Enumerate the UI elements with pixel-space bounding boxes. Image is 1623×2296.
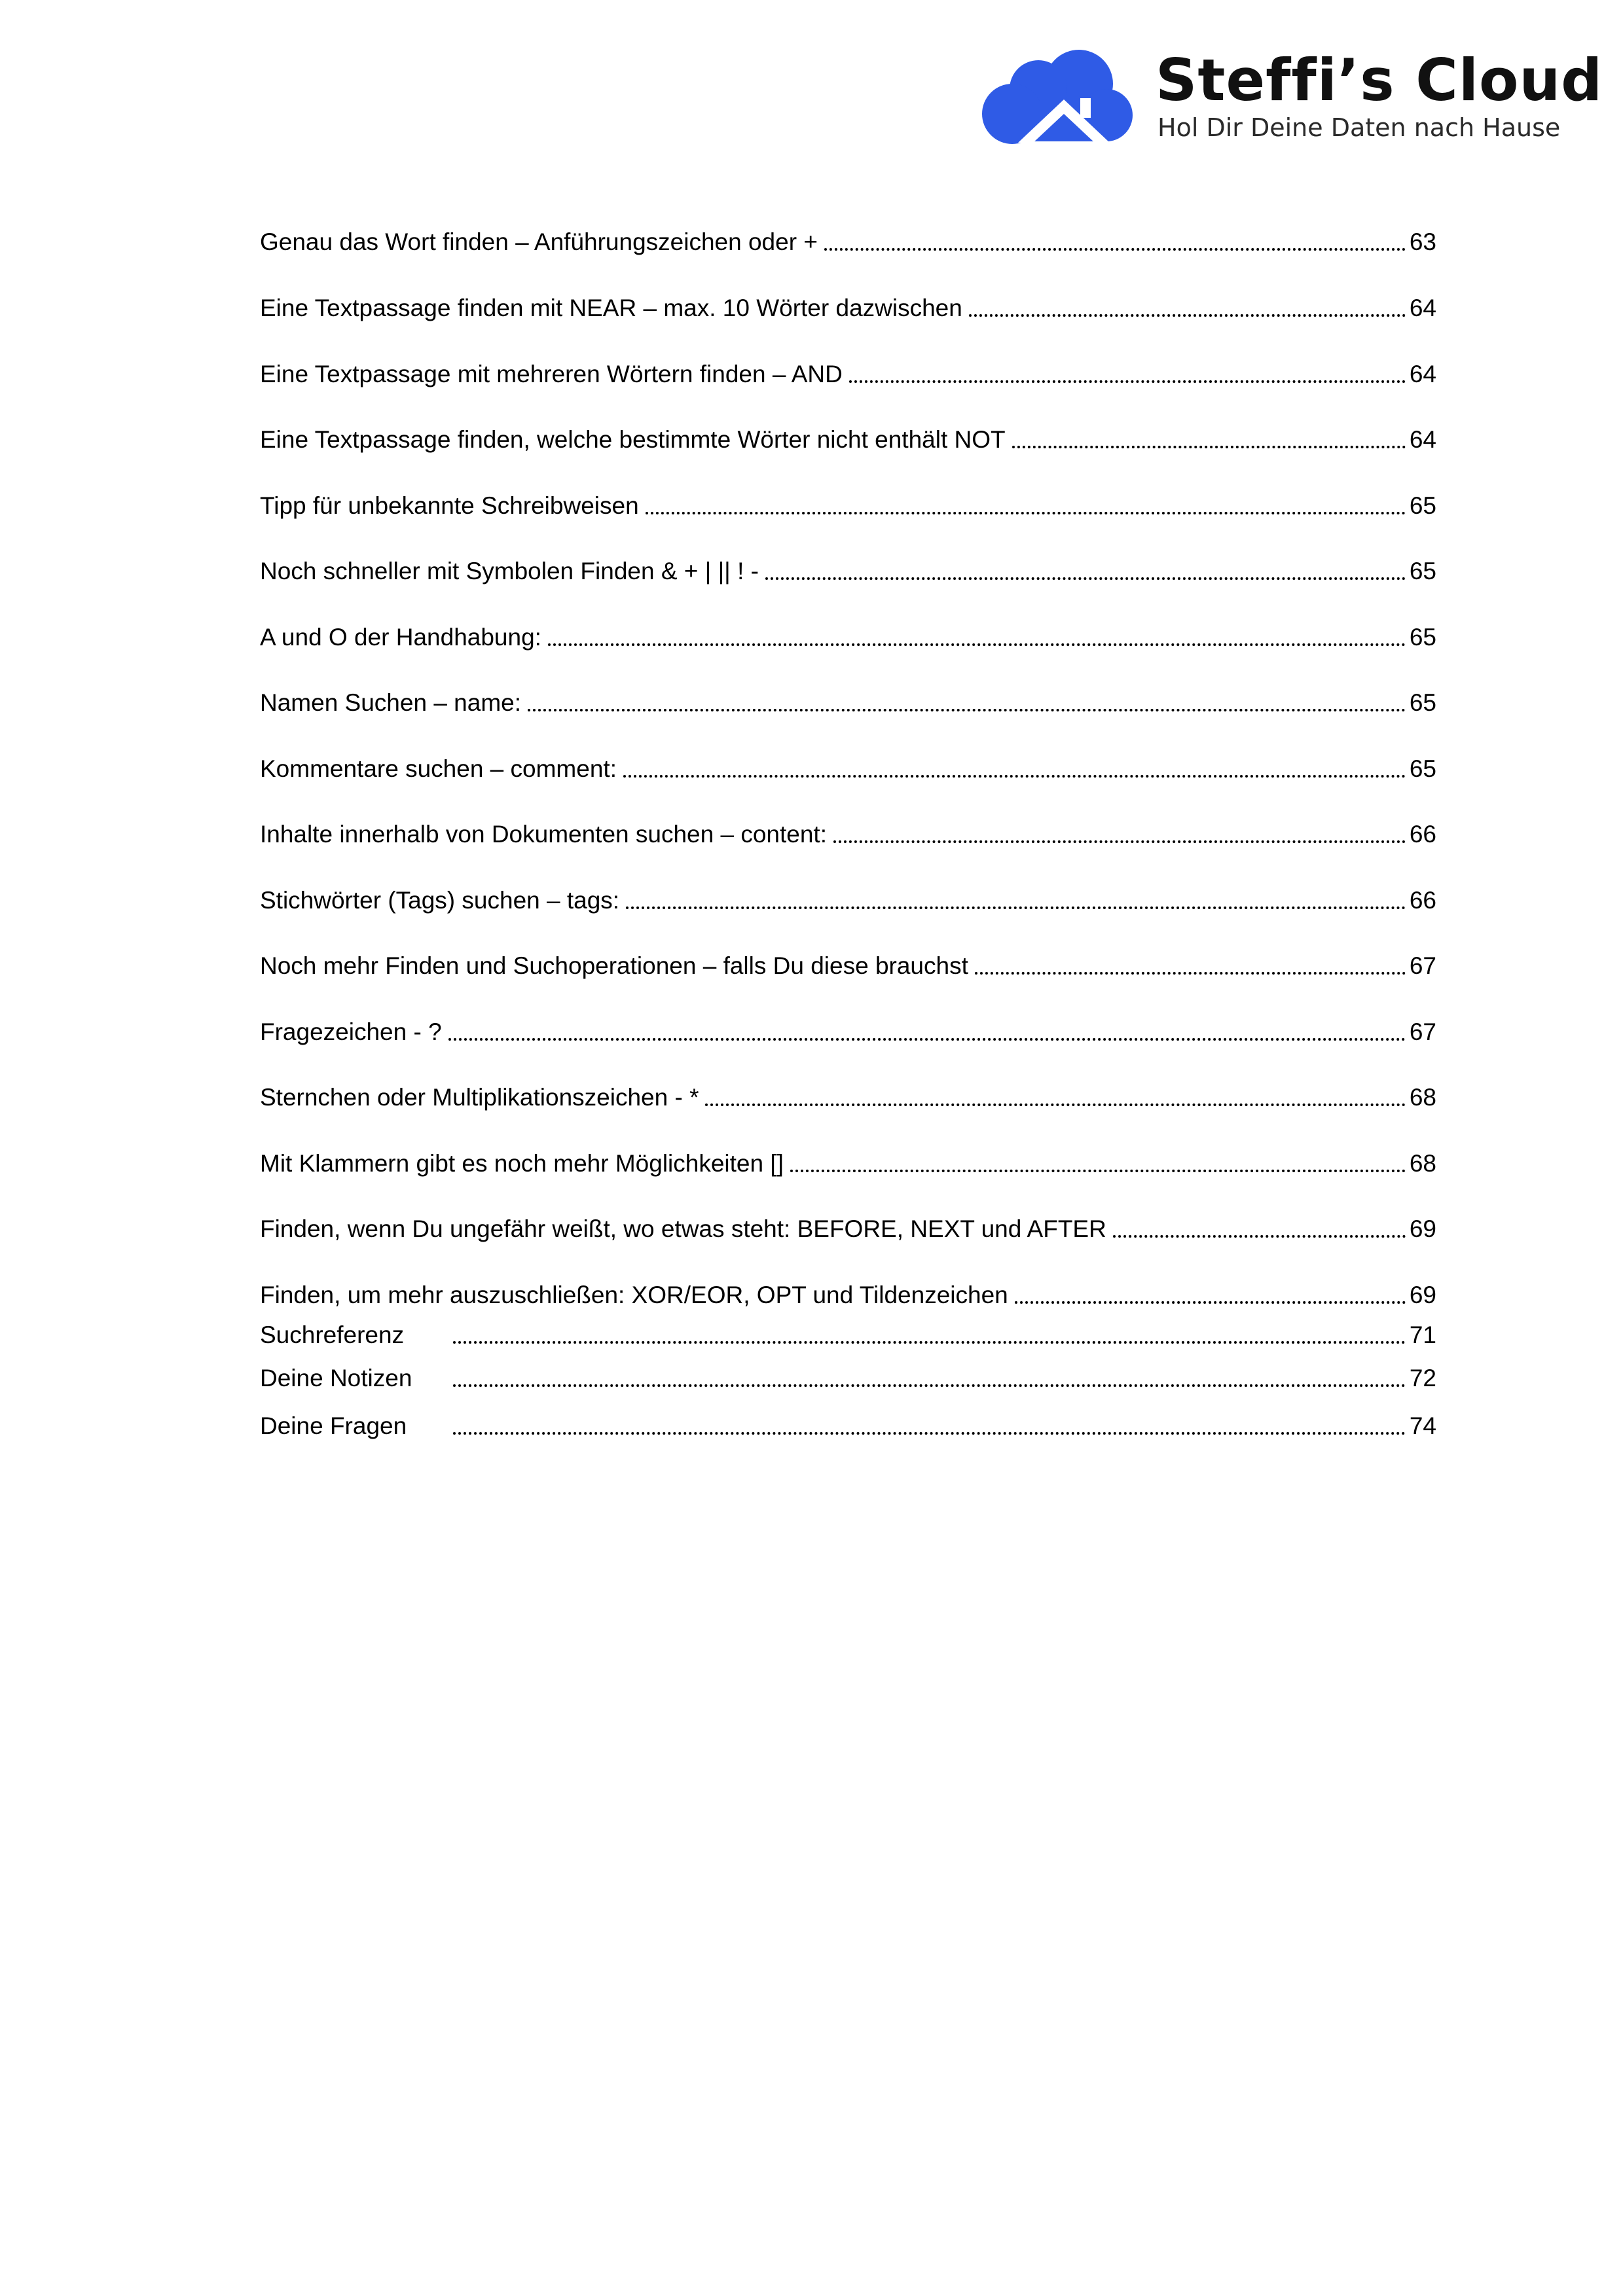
toc-entry-page: 66 xyxy=(1409,887,1436,914)
toc-entry-page: 69 xyxy=(1409,1215,1436,1242)
toc-entry[interactable] xyxy=(260,1410,1436,1443)
brand-name: Steffi’s Cloud xyxy=(1156,46,1603,114)
toc-entry-title: Eine Textpassage mit mehreren Wörtern finden – AND xyxy=(260,361,843,387)
toc-entry-page: 64 xyxy=(1409,426,1436,453)
toc-entry-page: 68 xyxy=(1409,1150,1436,1177)
toc-entry-title: Genau das Wort finden – Anführungszeichen oder + xyxy=(260,228,818,255)
toc-dot-leader xyxy=(453,1341,1406,1344)
toc-entry-title: Deine Notizen xyxy=(260,1365,412,1391)
toc-entry-page: 64 xyxy=(1409,361,1436,387)
toc-dot-leader xyxy=(849,380,1406,383)
toc-entry[interactable] xyxy=(260,1319,1436,1352)
brand-tagline: Hol Dir Deine Daten nach Hause xyxy=(1158,113,1561,142)
toc-entry-page: 65 xyxy=(1409,558,1436,584)
toc-entry[interactable] xyxy=(260,818,1436,851)
toc-entry-page: 71 xyxy=(1409,1321,1436,1348)
toc-entry-title: Stichwörter (Tags) suchen – tags: xyxy=(260,887,620,914)
toc-entry-page: 63 xyxy=(1409,228,1436,255)
toc-entry-title: Eine Textpassage finden, welche bestimmte Wörter nicht enthält NOT xyxy=(260,426,1006,453)
toc-entry-title: Fragezeichen - ? xyxy=(260,1018,442,1045)
toc-entry-page: 65 xyxy=(1409,492,1436,519)
toc-dot-leader xyxy=(705,1103,1405,1106)
toc-entry-page: 64 xyxy=(1409,295,1436,321)
toc-entry-title: Noch mehr Finden und Suchoperationen – falls Du diese brauchst xyxy=(260,952,968,979)
toc-entry[interactable] xyxy=(260,884,1436,917)
toc-entry-title: Suchreferenz xyxy=(260,1321,405,1348)
toc-entry[interactable] xyxy=(260,490,1436,522)
toc-dot-leader xyxy=(448,1038,1406,1041)
toc-dot-leader xyxy=(824,248,1406,251)
toc-dot-leader xyxy=(969,314,1406,317)
toc-entry-page: 65 xyxy=(1409,755,1436,782)
toc-entry-title: Eine Textpassage finden mit NEAR – max. 10 Wörter dazwischen xyxy=(260,295,962,321)
toc-entry[interactable] xyxy=(260,1279,1436,1312)
toc-entry-page: 66 xyxy=(1409,821,1436,848)
toc-entry-title: Kommentare suchen – comment: xyxy=(260,755,617,782)
toc-dot-leader xyxy=(1113,1235,1406,1238)
toc-dot-leader xyxy=(975,972,1406,975)
toc-entry-title: Namen Suchen – name: xyxy=(260,689,522,716)
toc-dot-leader xyxy=(453,1384,1406,1387)
toc-entry-title: Finden, wenn Du ungefähr weißt, wo etwas steht: BEFORE, NEXT und AFTER xyxy=(260,1215,1106,1242)
toc-entry-title: Sternchen oder Multiplikationszeichen - * xyxy=(260,1084,699,1111)
toc-dot-leader xyxy=(646,512,1406,514)
toc-entry-page: 72 xyxy=(1409,1365,1436,1391)
toc-entry[interactable] xyxy=(260,423,1436,456)
toc-dot-leader xyxy=(623,775,1406,778)
toc-entry[interactable] xyxy=(260,1213,1436,1246)
toc-entry[interactable] xyxy=(260,292,1436,325)
toc-entry[interactable] xyxy=(260,1081,1436,1114)
toc-dot-leader xyxy=(626,906,1406,909)
toc-entry[interactable] xyxy=(260,1016,1436,1049)
toc-entry-title: Tipp für unbekannte Schreibweisen xyxy=(260,492,639,519)
toc-entry-page: 69 xyxy=(1409,1282,1436,1308)
toc-dot-leader xyxy=(833,840,1406,843)
toc-entry[interactable] xyxy=(260,1147,1436,1180)
toc-entry-title: Noch schneller mit Symbolen Finden & + | || ! - xyxy=(260,558,759,584)
toc-dot-leader xyxy=(790,1170,1406,1172)
toc-entry[interactable] xyxy=(260,358,1436,391)
toc-entry-title: Mit Klammern gibt es noch mehr Möglichkeiten [] xyxy=(260,1150,784,1177)
toc-entry[interactable] xyxy=(260,687,1436,719)
cloud-house-icon xyxy=(982,43,1133,148)
toc-entry[interactable] xyxy=(260,621,1436,654)
toc-entry-title: Inhalte innerhalb von Dokumenten suchen – content: xyxy=(260,821,827,848)
toc-entry-page: 65 xyxy=(1409,624,1436,651)
toc-entry[interactable] xyxy=(260,555,1436,588)
toc-dot-leader xyxy=(1015,1301,1406,1304)
toc-entry[interactable] xyxy=(260,950,1436,982)
toc-entry[interactable] xyxy=(260,226,1436,259)
toc-entry-page: 67 xyxy=(1409,952,1436,979)
toc-dot-leader xyxy=(1012,446,1406,448)
toc-entry[interactable] xyxy=(260,753,1436,785)
toc-dot-leader xyxy=(453,1432,1406,1435)
toc-entry-title: Finden, um mehr auszuschließen: XOR/EOR, OPT und Tildenzeichen xyxy=(260,1282,1008,1308)
toc-entry[interactable] xyxy=(260,1362,1436,1395)
toc-entry-title: A und O der Handhabung: xyxy=(260,624,541,651)
brand-header xyxy=(982,43,1603,148)
toc-entry-page: 74 xyxy=(1409,1412,1436,1439)
toc-dot-leader xyxy=(528,709,1406,711)
toc-entry-title: Deine Fragen xyxy=(260,1412,407,1439)
toc-entry-page: 68 xyxy=(1409,1084,1436,1111)
toc-entry-page: 65 xyxy=(1409,689,1436,716)
toc-dot-leader xyxy=(548,643,1406,646)
toc-entry-page: 67 xyxy=(1409,1018,1436,1045)
toc-dot-leader xyxy=(765,577,1406,580)
